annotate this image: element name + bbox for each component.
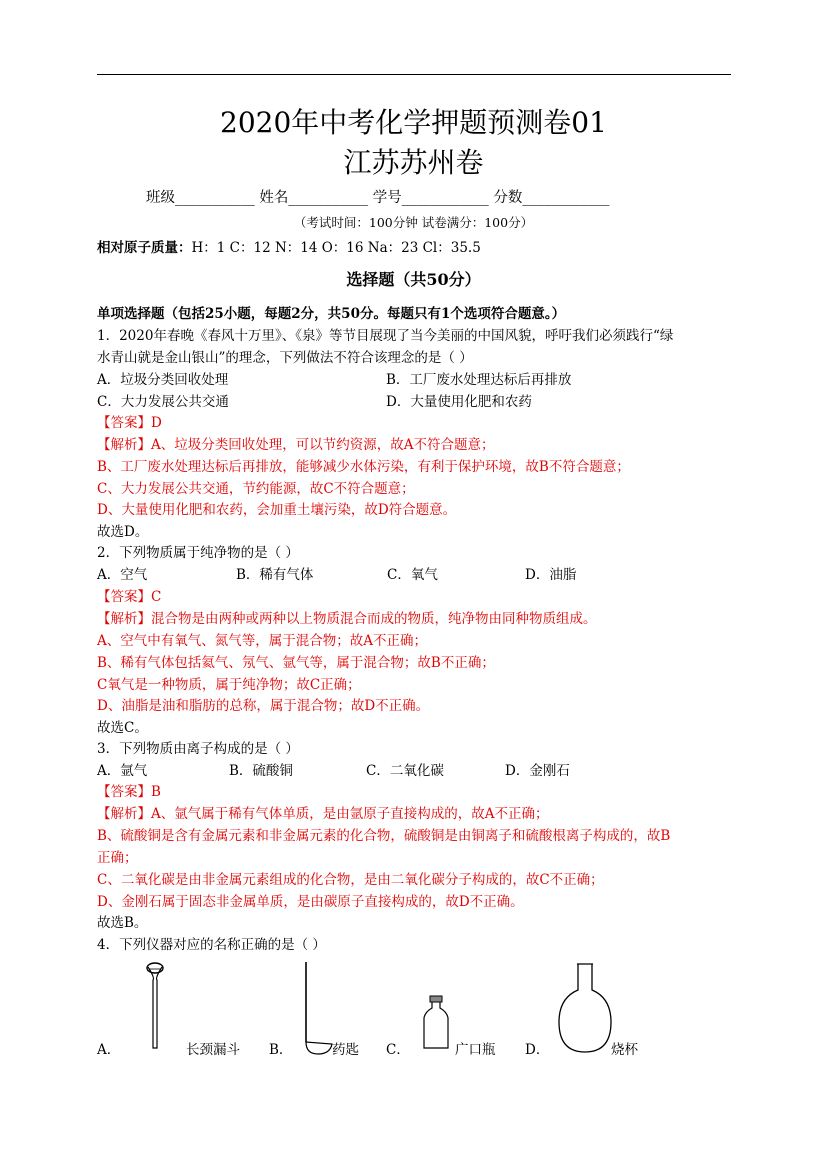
q1-analysis-3: C、大力发展公共交通，节约能源，故C不符合题意； <box>97 481 415 497</box>
q4-option-c: C． <box>386 1042 410 1058</box>
q2-option-b: B．稀有气体 <box>236 567 314 583</box>
header-rule <box>97 74 731 75</box>
q2-answer: 【答案】C <box>97 589 162 605</box>
q4-label-d: 烧杯 <box>611 1042 638 1058</box>
q2-conclusion: 故选C。 <box>97 720 148 736</box>
q1-option-b: B．工厂废水处理达标后再排放 <box>386 372 572 388</box>
q4-option-a: A． <box>97 1042 121 1058</box>
section-instruction: 单项选择题（包括25小题，每题2分，共50分。每题只有1个选项符合题意。） <box>97 306 566 322</box>
q4-label-c: 广口瓶 <box>455 1042 496 1058</box>
q4-label-b: 药匙 <box>332 1042 359 1058</box>
q1-option-a: A．垃圾分类回收处理 <box>97 372 229 388</box>
q1-option-c: C．大力发展公共交通 <box>97 394 229 410</box>
funnel-icon <box>140 960 174 1052</box>
q1-stem-line2: 水青山就是金山银山”的理念，下列做法不符合该理念的是（ ） <box>97 350 473 366</box>
q3-stem: 3．下列物质由离子构成的是（ ） <box>97 741 299 757</box>
q4-option-d: D． <box>525 1042 550 1058</box>
q1-analysis-4: D、大量使用化肥和农药，会加重土壤污染，故D符合题意。 <box>97 502 457 518</box>
q3-option-b: B．硫酸铜 <box>229 763 293 779</box>
flask-icon <box>556 960 614 1056</box>
q2-analysis-2: A、空气中有氧气、氮气等，属于混合物；故A不正确； <box>97 633 427 649</box>
exam-info: （考试时间：100分钟 试卷满分：100分） <box>293 215 534 230</box>
q2-analysis-3: B、稀有气体包括氦气、氖气、氩气等，属于混合物；故B不正确； <box>97 655 495 671</box>
atomic-masses-label: 相对原子质量： <box>97 240 192 256</box>
q1-analysis-1: 【解析】A、垃圾分类回收处理，可以节约资源，故A不符合题意； <box>97 437 495 453</box>
atomic-masses-values: H：1 C：12 N：14 O：16 Na：23 Cl：35.5 <box>191 240 481 256</box>
q3-analysis-3: 正确； <box>97 850 138 866</box>
section-title: 选择题（共50分） <box>346 270 481 289</box>
paper-subtitle: 江苏苏州卷 <box>343 146 484 179</box>
q2-option-a: A．空气 <box>97 567 148 583</box>
q1-option-d: D．大量使用化肥和农药 <box>386 394 532 410</box>
q2-option-d: D．油脂 <box>525 567 577 583</box>
atomic-masses <box>97 238 481 258</box>
q1-stem-line1: 1．2020年春晚《春风十万里》、《泉》等节目展现了当今美丽的中国风貌，呼吁我们必须践行“绿 <box>97 328 674 344</box>
q1-conclusion: 故选D。 <box>97 524 149 540</box>
q3-conclusion: 故选B。 <box>97 915 148 931</box>
q2-analysis-5: D、油脂是油和脂肪的总称，属于混合物；故D不正确。 <box>97 698 430 714</box>
q2-analysis-1: 【解析】混合物是由两种或两种以上物质混合而成的物质，纯净物由同种物质组成。 <box>97 611 597 627</box>
bottle-icon <box>420 994 452 1052</box>
q2-analysis-4: C氧气是一种物质，属于纯净物；故C正确； <box>97 677 361 693</box>
q3-analysis-1: 【解析】A、氩气属于稀有气体单质，是由氩原子直接构成的，故A不正确； <box>97 806 549 822</box>
q4-label-a: 长颈漏斗 <box>186 1042 240 1058</box>
q3-option-d: D．金刚石 <box>505 763 570 779</box>
q1-answer: 【答案】D <box>97 415 162 431</box>
q2-stem: 2．下列物质属于纯净物的是（ ） <box>97 545 299 561</box>
q3-answer: 【答案】B <box>97 784 161 800</box>
q3-option-a: A．氩气 <box>97 763 148 779</box>
paper-title: 2020年中考化学押题预测卷01 <box>220 106 607 139</box>
q3-analysis-2: B、硫酸铜是含有金属元素和非金属元素的化合物，硫酸铜是由铜离子和硫酸根离子构成的，故B <box>97 828 671 844</box>
q4-option-b: B． <box>269 1042 293 1058</box>
q1-analysis-2: B、工厂废水处理达标后再排放，能够减少水体污染，有利于保护环境，故B不符合题意； <box>97 459 630 475</box>
q3-analysis-5: D、金刚石属于固态非金属单质，是由碳原子直接构成的，故D不正确。 <box>97 894 524 910</box>
q4-stem: 4．下列仪器对应的名称正确的是（ ） <box>97 937 326 953</box>
q3-option-c: C．二氧化碳 <box>366 763 444 779</box>
spoon-icon <box>296 960 336 1058</box>
q2-option-c: C．氧气 <box>387 567 438 583</box>
q3-analysis-4: C、二氧化碳是由非金属元素组成的化合物，是由二氧化碳分子构成的，故C不正确； <box>97 872 604 888</box>
student-info-fields: 班级___________ 姓名___________ 学号____________ 分数____________ <box>146 190 610 206</box>
